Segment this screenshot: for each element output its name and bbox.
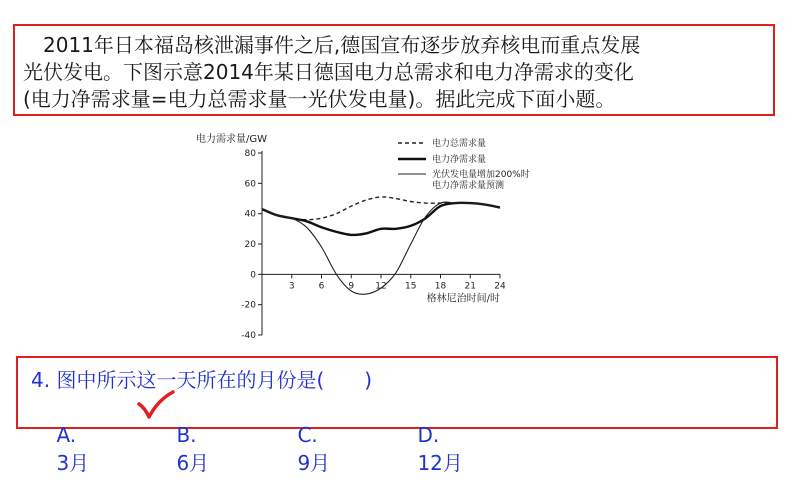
option-text: 3月 bbox=[56, 451, 90, 475]
series-line-2 bbox=[262, 203, 500, 235]
x-tick-label: 3 bbox=[288, 281, 295, 292]
option-text: 9月 bbox=[297, 451, 331, 475]
option-letter: B. bbox=[176, 423, 197, 447]
y-axis-title: 电力需求量/GW bbox=[196, 134, 268, 145]
intro-line: 2011年日本福岛核泄漏事件之后,德国宣布逐步放弃核电而重点发展 bbox=[23, 33, 641, 57]
question-box bbox=[16, 356, 778, 475]
chart-svg bbox=[186, 130, 530, 345]
x-tick-label: 24 bbox=[494, 281, 506, 292]
legend-label: 光伏发电量增加200%时 bbox=[432, 170, 530, 180]
x-tick-label: 15 bbox=[405, 281, 417, 292]
legend-label: 电力总需求量 bbox=[432, 139, 487, 149]
x-tick-label: 18 bbox=[434, 281, 447, 292]
legend-label: 电力净需求量预测 bbox=[432, 181, 505, 191]
option-letter: C. bbox=[297, 423, 318, 447]
legend-label: 电力净需求量 bbox=[432, 155, 487, 165]
x-tick-label: 6 bbox=[318, 281, 325, 292]
x-axis-title: 格林尼治时间/时 bbox=[426, 293, 500, 305]
x-tick-label: 12 bbox=[375, 281, 387, 292]
option-a[interactable] bbox=[31, 399, 89, 500]
intro-line: (电力净需求量=电力总需求量一光伏发电量)。据此完成下面小题。 bbox=[23, 87, 616, 111]
checkmark-icon bbox=[136, 390, 176, 420]
x-tick-label: 21 bbox=[464, 281, 476, 292]
option-text: 12月 bbox=[417, 451, 463, 475]
y-tick-label: 80 bbox=[244, 149, 256, 159]
option-c[interactable] bbox=[272, 399, 330, 500]
option-letter: A. bbox=[56, 423, 77, 447]
x-tick-label: 9 bbox=[348, 281, 355, 292]
option-d[interactable] bbox=[392, 399, 463, 500]
y-tick-label: 40 bbox=[244, 209, 256, 220]
electricity-demand-chart bbox=[186, 130, 530, 345]
y-tick-label: 20 bbox=[244, 240, 256, 250]
intro-line: 光伏发电。下图示意2014年某日德国电力总需求和电力净需求的变化 bbox=[23, 60, 634, 84]
y-tick-label: 60 bbox=[244, 179, 256, 190]
question-stem: 4. 图中所示这一天所在的月份是( ) bbox=[31, 368, 373, 392]
option-letter: D. bbox=[417, 423, 440, 447]
y-tick-label: -40 bbox=[241, 331, 256, 341]
intro-passage bbox=[23, 32, 765, 113]
y-tick-label: -20 bbox=[241, 300, 256, 311]
intro-passage-box bbox=[13, 24, 775, 116]
series-line-1 bbox=[262, 197, 500, 220]
option-text: 6月 bbox=[176, 451, 210, 475]
y-tick-label: 0 bbox=[250, 270, 256, 281]
